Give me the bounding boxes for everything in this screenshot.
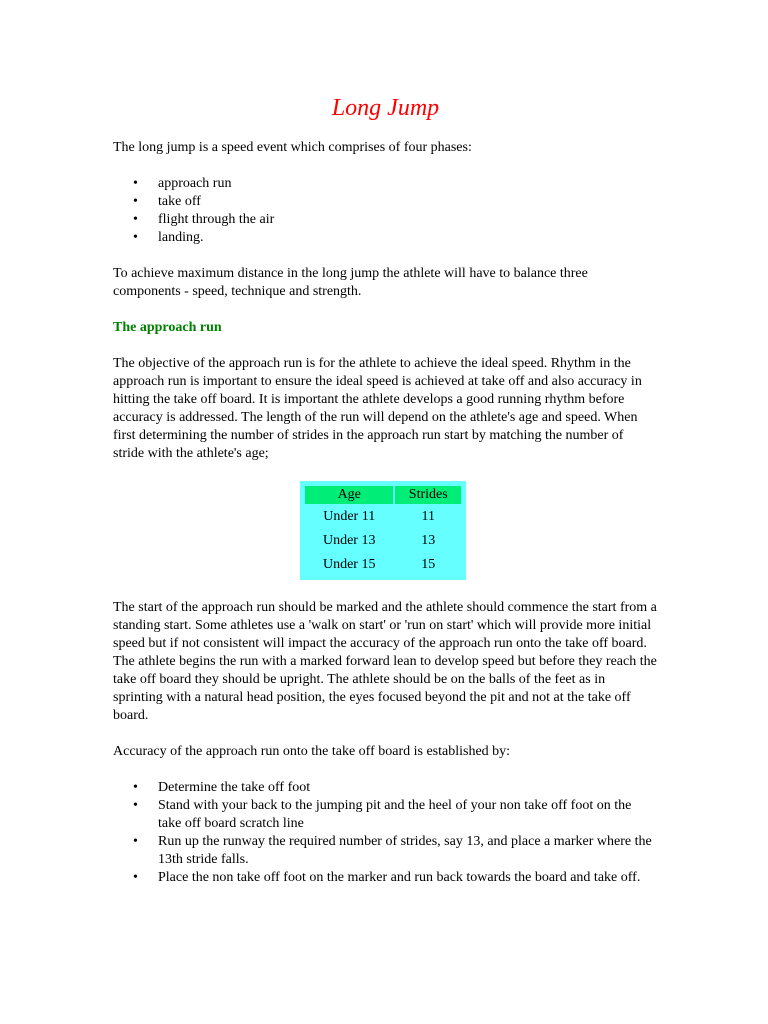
- table-row: [305, 506, 461, 528]
- page-title: Long Jump: [331, 95, 440, 121]
- objective-paragraph: The objective of the approach run is for the athlete to achieve the ideal speed. Rhythm in the approach run is important to ensure the ideal speed is achieved at take off and also accuracy in hitting the take off board. It is important the athlete develops a good running rhythm before accuracy is addressed. The length of the run will depend on the athlete's age and speed. When first determining the number of strides in the approach run start by matching the number of stride with the athlete's age;: [113, 356, 642, 461]
- table-cell: Under 11: [323, 509, 376, 524]
- balance-paragraph: To achieve maximum distance in the long jump the athlete will have to balance three components - speed, technique and strength.: [113, 266, 588, 299]
- list-item: • Determine the take off foot: [113, 779, 658, 797]
- intro-paragraph: The long jump is a speed event which comprises of four phases:: [113, 140, 472, 155]
- accuracy-paragraph: Accuracy of the approach run onto the take off board is established by:: [113, 744, 511, 759]
- list-item: • Place the non take off foot on the marker and run back towards the board and take off.: [113, 869, 658, 887]
- start-paragraph: The start of the approach run should be marked and the athlete should commence the start from a standing start. Some athletes use a 'walk on start' or 'run on start' which will provide more initial speed but if not consistent will impact the accuracy of the approach run onto the take off board. The athlete begins the run with a marked forward lean to develop speed but before they reach the take off board they should be upright. The athlete should be on the balls of the feet as in sprinting with a natural head position, the eyes focused beyond the pit and not at the take off board.: [113, 600, 657, 723]
- phases-list: [113, 175, 658, 247]
- list-item: • approach run: [113, 175, 658, 193]
- list-item: • take off: [113, 193, 658, 211]
- table-cell: Under 13: [322, 533, 376, 548]
- strides-table: [300, 481, 466, 580]
- list-item: • landing.: [113, 229, 658, 247]
- list-item: • Run up the runway the required number of strides, say 13, and place a marker where the 13th stride falls.: [113, 833, 658, 869]
- list-item: • Stand with your back to the jumping pit and the heel of your non take off foot on the take off board scratch line: [113, 797, 658, 833]
- table-header-row: [305, 486, 461, 504]
- section-heading: The approach run: [113, 320, 222, 335]
- steps-list: [113, 779, 658, 887]
- table-cell: 11: [421, 509, 435, 524]
- column-header-age: Age: [305, 486, 393, 504]
- table-row: [305, 530, 461, 552]
- table-cell: 15: [421, 557, 436, 572]
- table-row: [305, 554, 461, 576]
- table-cell: 13: [421, 533, 436, 548]
- table-cell: Under 15: [322, 557, 376, 572]
- column-header-strides: Strides: [395, 486, 461, 504]
- list-item: • flight through the air: [113, 211, 658, 229]
- document-page: [113, 0, 658, 887]
